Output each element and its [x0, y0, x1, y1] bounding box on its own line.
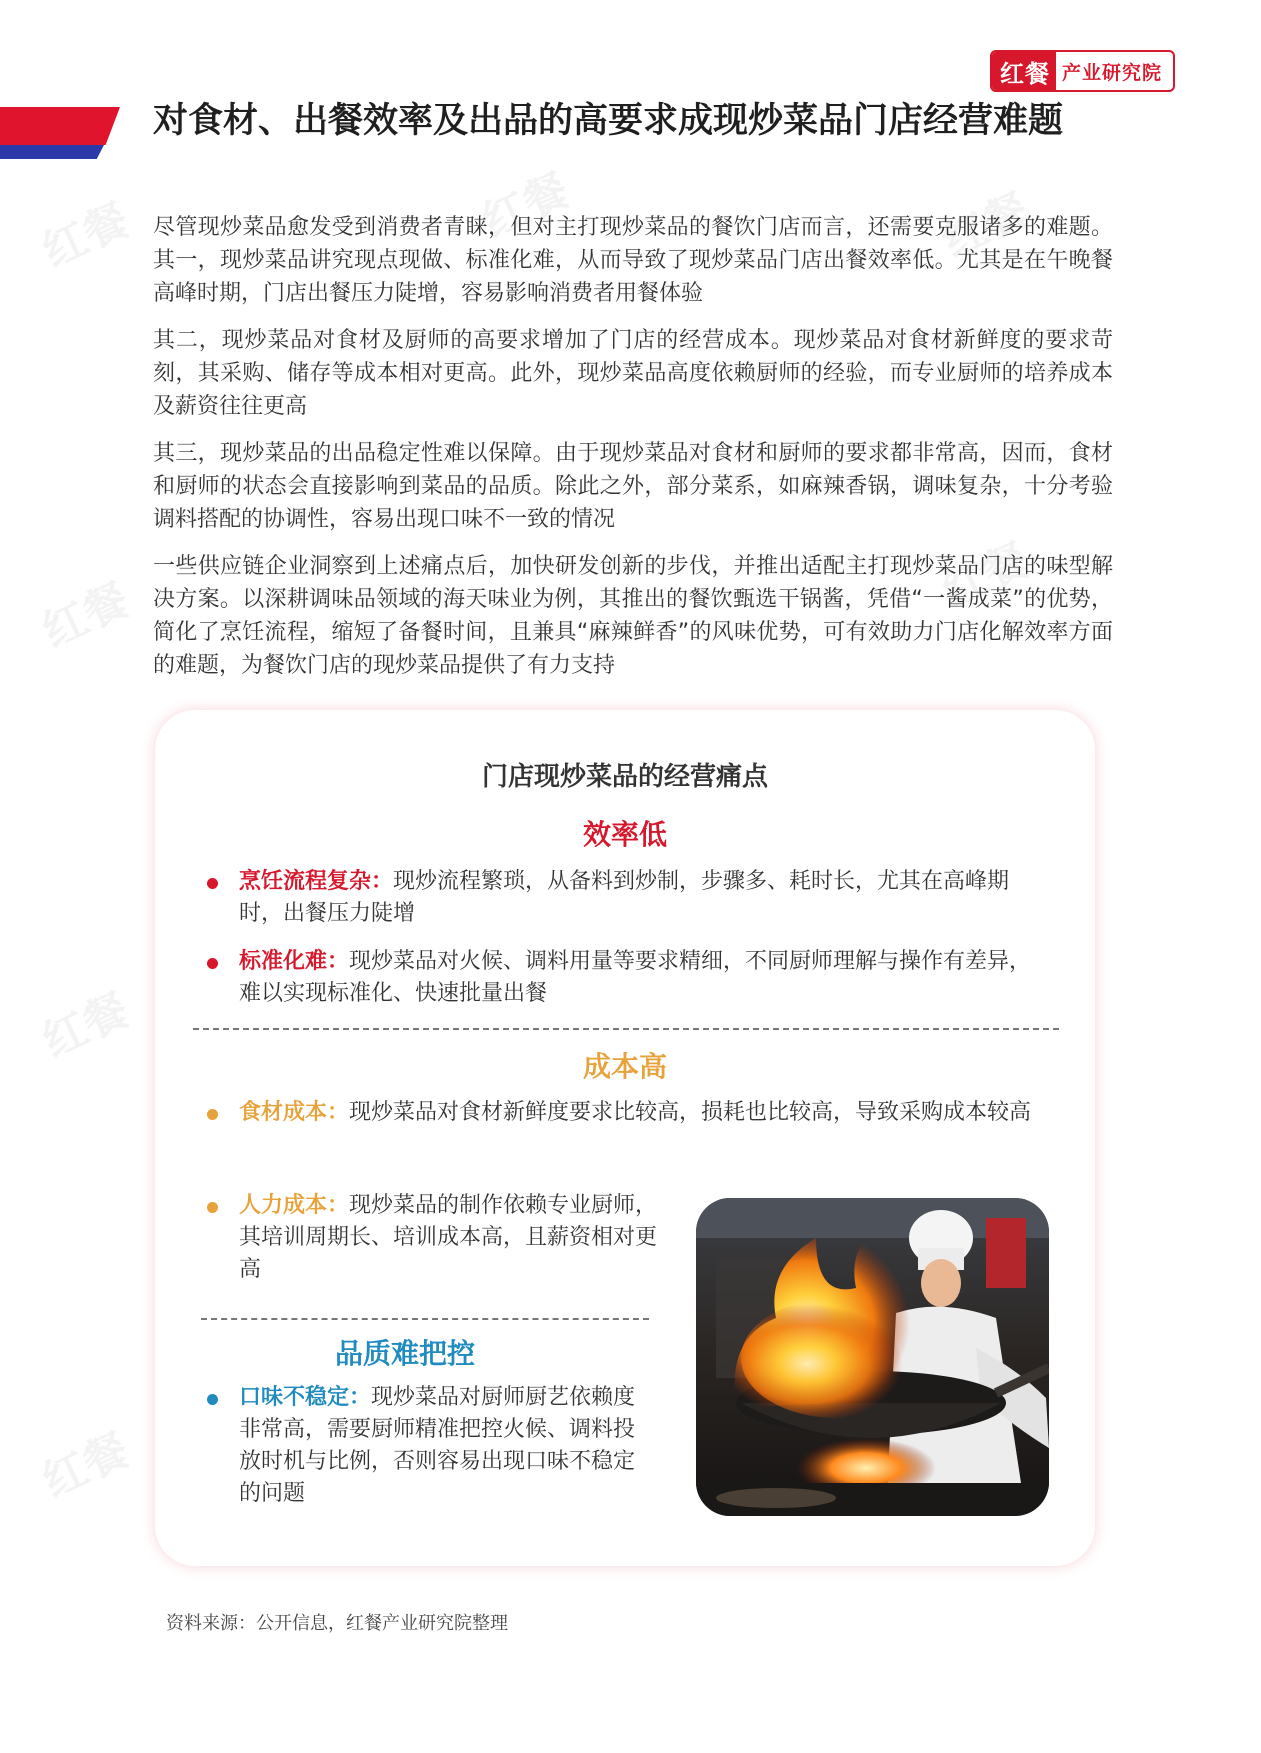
bullet-dot — [207, 878, 218, 889]
bullet-dot — [207, 1394, 218, 1405]
watermark: 红餐 — [935, 534, 1037, 618]
bullet-dot — [207, 1202, 218, 1213]
watermark: 红餐 — [35, 984, 137, 1068]
list-item — [239, 866, 1049, 930]
item-key: 烹饪流程复杂： — [239, 869, 394, 894]
item-text: 现炒菜品对食材新鲜度要求比较高，损耗也比较高，导致采购成本较高 — [349, 1100, 1032, 1125]
list-item — [239, 1097, 1049, 1129]
item-text: 现炒菜品对厨师厨艺依赖度非常高，需要厨师精准把控火候、调料投放时机与比例，否则容易出现口味不稳定的问题 — [239, 1385, 636, 1506]
chef-wok-fire-photo — [696, 1198, 1049, 1516]
item-key: 食材成本： — [239, 1100, 350, 1125]
item-text: 现炒菜品的制作依赖专业厨师，其培训周期长、培训成本高，且薪资相对更高 — [239, 1193, 658, 1282]
brand-logo — [990, 50, 1175, 92]
header-accent-red — [0, 107, 120, 145]
logo-mark: 红餐 — [992, 52, 1056, 90]
list-item — [239, 1382, 639, 1510]
list-item — [239, 1190, 659, 1286]
item-key: 标准化难： — [239, 949, 350, 974]
section-heading-quality: 品质难把控 — [334, 1337, 475, 1370]
divider — [193, 1028, 1059, 1030]
paragraph: 一些供应链企业洞察到上述痛点后，加快研发创新的步伐，并推出适配主打现炒菜品门店的味型解决方案。以深耕调味品领域的海天味业为例，其推出的餐饮甄选干锅酱，凭借“一酱成菜”的优势，简化了烹饪流程，缩短了备餐时间，且兼具“麻辣鲜香”的风味优势，可有效助力门店化解效率方面的难题，为餐饮门店的现炒菜品提供了有力支持 — [153, 554, 1113, 678]
section-heading-cost: 成本高 — [582, 1050, 667, 1083]
body-text — [153, 211, 1113, 696]
page-title: 对食材、出餐效率及出品的高要求成现炒菜品门店经营难题 — [153, 101, 1064, 141]
watermark: 红餐 — [935, 184, 1037, 268]
paragraph: 其二，现炒菜品对食材及厨师的高要求增加了门店的经营成本。现炒菜品对食材新鲜度的要求苛刻，其采购、储存等成本相对更高。此外，现炒菜品高度依赖厨师的经验，而专业厨师的培养成本及薪资往往更高 — [153, 328, 1113, 419]
item-key: 人力成本： — [239, 1193, 350, 1218]
bullet-dot — [207, 958, 218, 969]
card-title: 门店现炒菜品的经营痛点 — [481, 762, 768, 792]
header-accent-blue — [0, 145, 104, 159]
logo-subtitle: 产业研究院 — [1062, 61, 1163, 84]
item-key: 口味不稳定： — [239, 1385, 372, 1410]
item-text: 现炒流程繁琐，从备料到炒制，步骤多、耗时长，尤其在高峰期时，出餐压力陡增 — [239, 869, 1010, 926]
watermark: 红餐 — [35, 574, 137, 658]
paragraph: 尽管现炒菜品愈发受到消费者青睐，但对主打现炒菜品的餐饮门店而言，还需要克服诸多的难题。其一，现炒菜品讲究现点现做、标准化难，从而导致了现炒菜品门店出餐效率低。尤其是在午晚餐高峰时期，门店出餐压力陡增，容易影响消费者用餐体验 — [153, 215, 1113, 306]
pain-points-card — [155, 710, 1095, 1566]
paragraph: 其三，现炒菜品的出品稳定性难以保障。由于现炒菜品对食材和厨师的要求都非常高，因而，食材和厨师的状态会直接影响到菜品的品质。除此之外，部分菜系，如麻辣香锅，调味复杂，十分考验调料搭配的协调性，容易出现口味不一致的情况 — [153, 441, 1113, 532]
section-heading-efficiency: 效率低 — [582, 818, 667, 851]
watermark: 红餐 — [475, 164, 577, 248]
list-item — [239, 946, 1049, 1010]
watermark: 红餐 — [35, 194, 137, 278]
divider — [201, 1318, 649, 1320]
item-text: 现炒菜品对火候、调料用量等要求精细，不同厨师理解与操作有差异，难以实现标准化、快速批量出餐 — [239, 949, 1032, 1006]
bullet-dot — [207, 1109, 218, 1120]
source-note: 资料来源：公开信息，红餐产业研究院整理 — [166, 1613, 508, 1634]
watermark: 红餐 — [35, 1424, 137, 1508]
